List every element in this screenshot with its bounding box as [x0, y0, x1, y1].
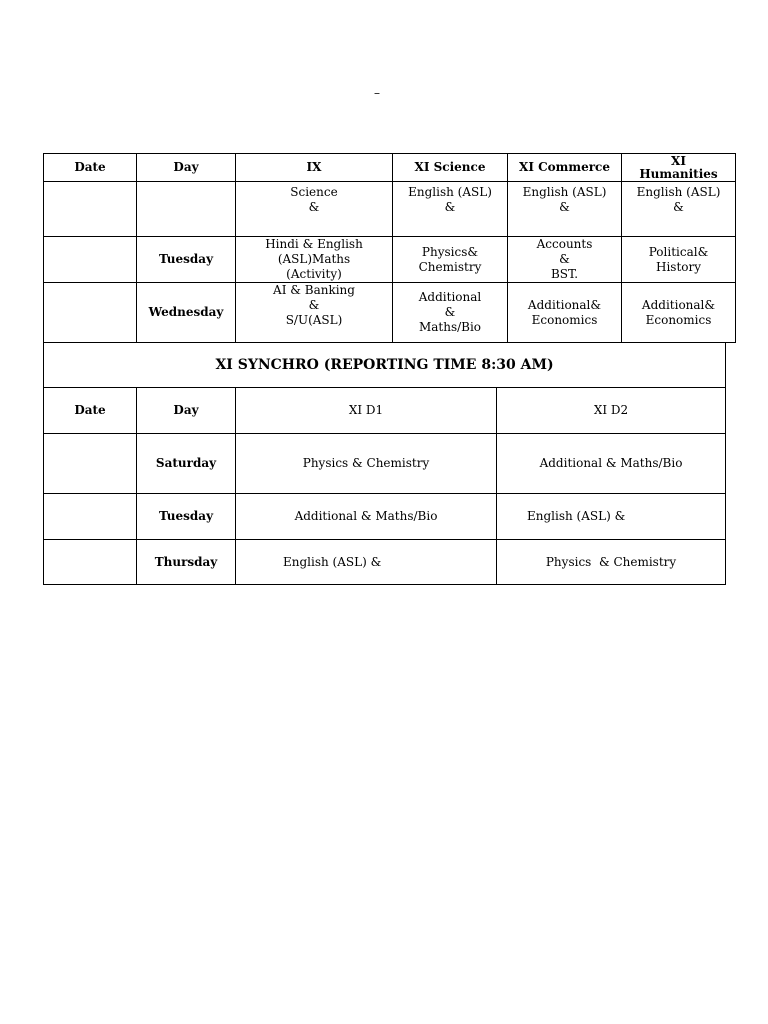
- row3-ix-line3: S/U(ASL): [285, 313, 343, 327]
- row3-hum-line1: Additional&: [641, 297, 716, 312]
- synchro-header-d2: XI D2: [497, 388, 726, 434]
- synchro-row3-d1: English (ASL) &: [236, 540, 497, 585]
- header-day: Day: [137, 154, 236, 182]
- synchro-row3-day: Thursday: [137, 540, 236, 585]
- exam-schedule-table: [43, 153, 736, 343]
- synchro-row2-day: Tuesday: [137, 494, 236, 540]
- row3-date: [44, 283, 137, 343]
- row2-hum-line2: History: [655, 259, 702, 274]
- title-dash: –: [374, 86, 380, 100]
- synchro-header-date: Date: [44, 388, 137, 434]
- synchro-header-day: Day: [137, 388, 236, 434]
- row2-sci-line2: Chemistry: [418, 259, 482, 274]
- table-row: [44, 494, 726, 540]
- row1-ix: [236, 182, 393, 237]
- row1-hum-line1: English (ASL): [636, 185, 721, 199]
- header-xi-commerce: XI Commerce: [508, 154, 622, 182]
- synchro-row2-d1: Additional & Maths/Bio: [236, 494, 497, 540]
- row2-day: Tuesday: [137, 237, 236, 283]
- table-row: [44, 237, 736, 283]
- row1-day: [137, 182, 236, 237]
- row3-com-line2: Economics: [531, 312, 598, 327]
- row1-date: [44, 182, 137, 237]
- synchro-row2-d2: English (ASL) &: [497, 494, 726, 540]
- synchro-row2-date: [44, 494, 137, 540]
- synchro-header-row: [44, 388, 726, 434]
- row3-hum-line2: Economics: [645, 312, 712, 327]
- row2-sci-line1: Physics&: [421, 244, 479, 259]
- row1-ix-line1: Science: [290, 185, 338, 199]
- row2-com-line2: &: [559, 252, 570, 266]
- synchro-schedule-table: [43, 342, 726, 585]
- synchro-row1-d2: Additional & Maths/Bio: [497, 434, 726, 494]
- row2-sci: [393, 237, 508, 283]
- row1-ix-line2: &: [308, 200, 320, 214]
- table-header-row: [44, 154, 736, 182]
- row3-hum: [622, 283, 736, 343]
- row1-hum-line2: &: [673, 200, 684, 214]
- row3-ix: [236, 283, 393, 343]
- row2-ix-line3: (Activity): [286, 267, 342, 281]
- synchro-title: XI SYNCHRO (REPORTING TIME 8:30 AM): [44, 343, 726, 388]
- row2-ix-line2: (ASL)Maths: [277, 252, 351, 266]
- row2-com: [508, 237, 622, 283]
- header-ix: IX: [236, 154, 393, 182]
- synchro-row1-day: Saturday: [137, 434, 236, 494]
- table-row: [44, 182, 736, 237]
- row3-com-line1: Additional&: [527, 297, 602, 312]
- row2-ix-line1: Hindi & English: [265, 237, 363, 251]
- table-row: [44, 283, 736, 343]
- row2-hum: [622, 237, 736, 283]
- row3-day: Wednesday: [137, 283, 236, 343]
- row3-ix-line1: AI & Banking: [273, 283, 355, 297]
- synchro-row1-d1: Physics & Chemistry: [236, 434, 497, 494]
- row3-ix-line2: &: [308, 298, 320, 312]
- row2-com-line1: Accounts: [536, 237, 593, 251]
- row2-com-line3: BST.: [550, 267, 579, 281]
- row2-date: [44, 237, 137, 283]
- table-row: [44, 434, 726, 494]
- header-xi-humanities-line2: Humanities: [639, 166, 718, 181]
- synchro-title-row: [44, 343, 726, 388]
- row3-sci-line1: Additional: [418, 290, 482, 304]
- row3-sci-line3: Maths/Bio: [418, 320, 482, 334]
- row1-sci: [393, 182, 508, 237]
- row1-sci-line1: English (ASL): [408, 185, 492, 199]
- synchro-row1-date: [44, 434, 137, 494]
- header-xi-humanities-line1: XI: [671, 153, 686, 168]
- row1-hum: [622, 182, 736, 237]
- row1-com-line2: &: [559, 200, 570, 214]
- table-row: [44, 540, 726, 585]
- row1-sci-line2: &: [444, 200, 456, 214]
- row1-com: [508, 182, 622, 237]
- row2-hum-line1: Political&: [648, 244, 709, 259]
- row2-ix: [236, 237, 393, 283]
- synchro-row3-date: [44, 540, 137, 585]
- row3-sci: [393, 283, 508, 343]
- header-xi-humanities: [622, 154, 736, 182]
- row3-com: [508, 283, 622, 343]
- header-xi-science: XI Science: [393, 154, 508, 182]
- header-date: Date: [44, 154, 137, 182]
- synchro-row3-d2: Physics & Chemistry: [497, 540, 726, 585]
- row3-sci-line2: &: [444, 305, 456, 319]
- synchro-header-d1: XI D1: [236, 388, 497, 434]
- row1-com-line1: English (ASL): [522, 185, 607, 199]
